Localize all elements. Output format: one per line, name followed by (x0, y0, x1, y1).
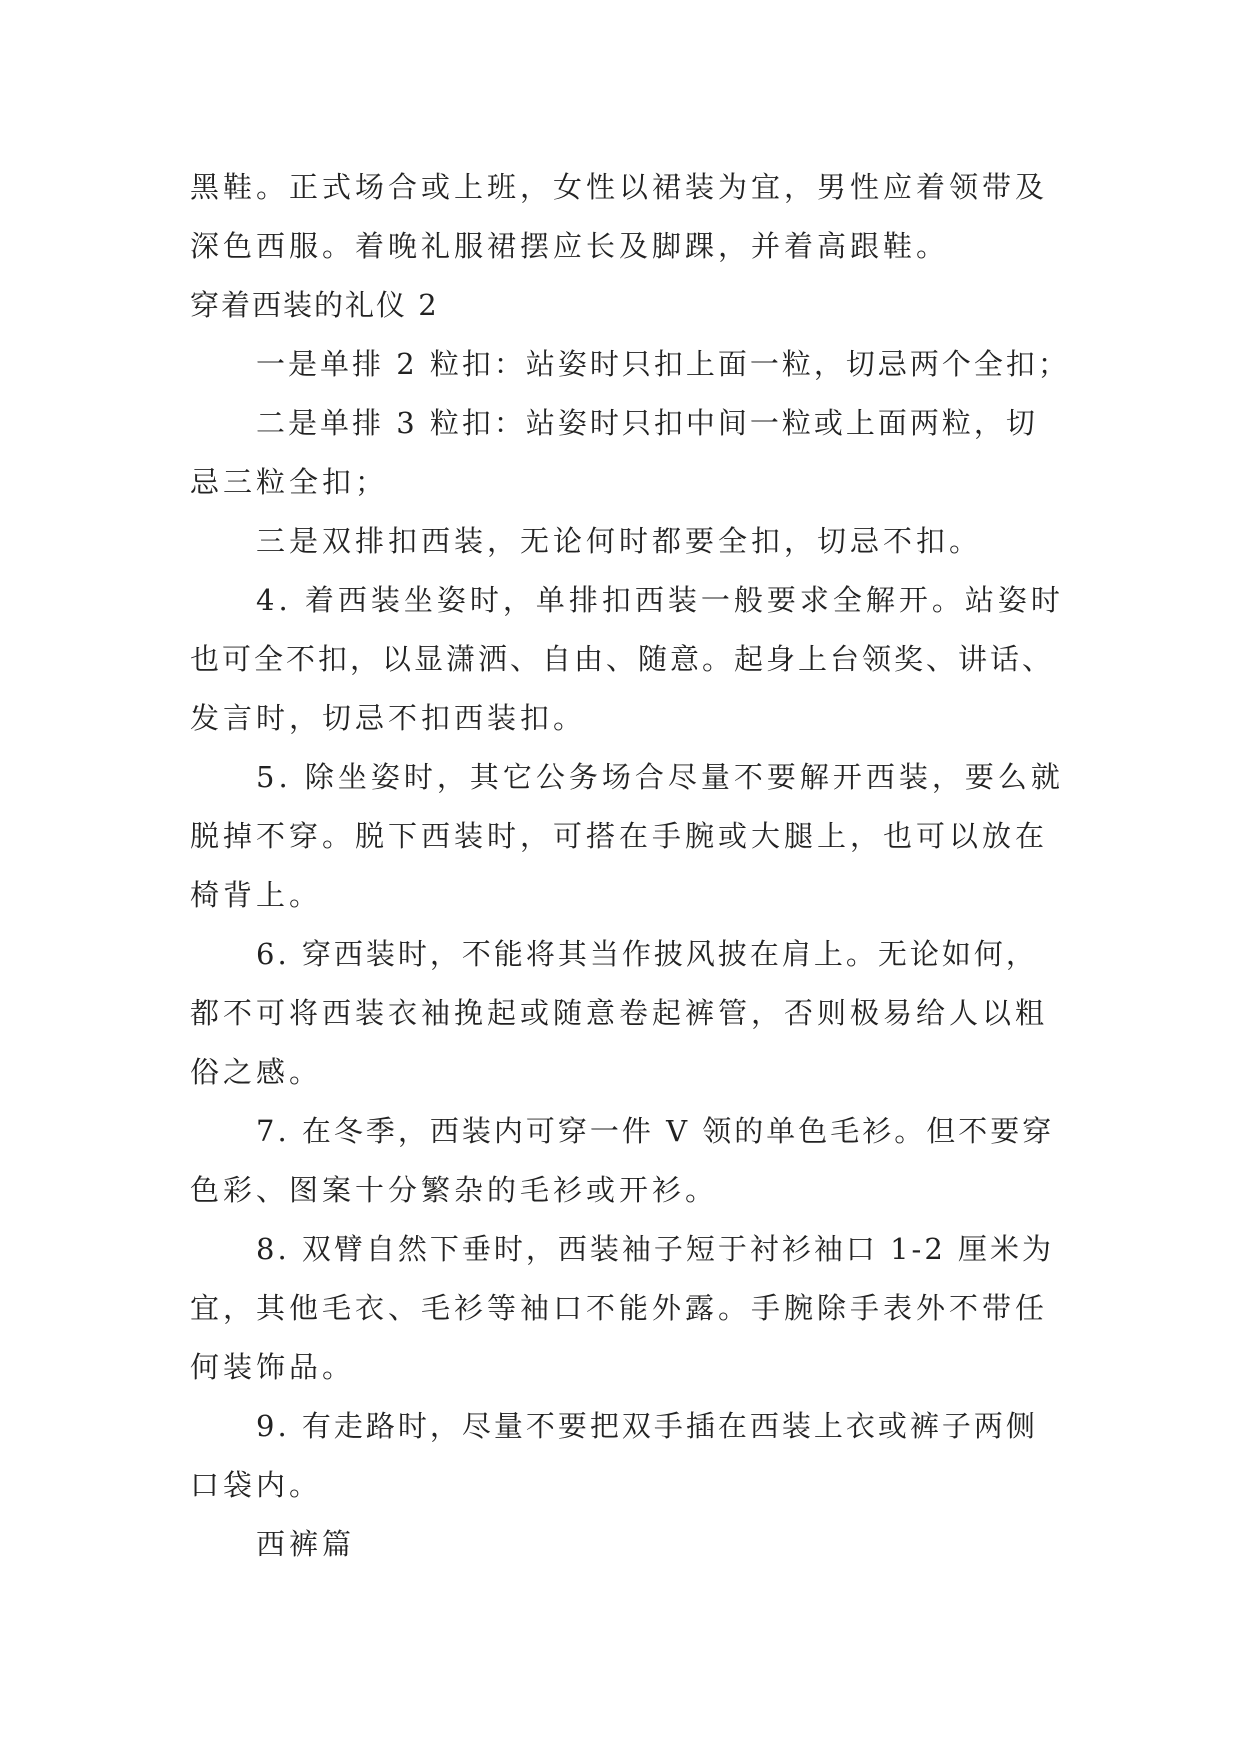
text-line: 也可全不扣，以显潇洒、自由、随意。起身上台领奖、讲话、 (190, 642, 1055, 676)
text-line: 7. 在冬季，西装内可穿一件 V 领的单色毛衫。但不要穿 (256, 1114, 1055, 1148)
text-line: 4. 着西装坐姿时，单排扣西装一般要求全解开。站姿时 (256, 583, 1064, 617)
text-line: 何装饰品。 (190, 1350, 356, 1384)
text-line: 色彩、图案十分繁杂的毛衫或开衫。 (190, 1173, 719, 1207)
text-line: 脱掉不穿。脱下西装时，可搭在手腕或大腿上，也可以放在 (190, 819, 1049, 853)
document-body (190, 158, 1070, 1574)
text-line: 8. 双臂自然下垂时，西装袖子短于衬衫袖口 1-2 厘米为 (256, 1232, 1055, 1266)
text-line: 5. 除坐姿时，其它公务场合尽量不要解开西装，要么就 (256, 760, 1064, 794)
text-line: 椅背上。 (190, 878, 323, 912)
text-line: 都不可将西装衣袖挽起或随意卷起裤管，否则极易给人以粗 (190, 996, 1049, 1030)
section-heading: 西裤篇 (256, 1527, 356, 1561)
text-line: 9. 有走路时，尽量不要把双手插在西装上衣或裤子两侧 (256, 1409, 1038, 1443)
text-line: 口袋内。 (190, 1468, 323, 1502)
text-line: 宜，其他毛衣、毛衫等袖口不能外露。手腕除手表外不带任 (190, 1291, 1049, 1325)
text-line: 忌三粒全扣； (190, 465, 389, 499)
text-line: 黑鞋。正式场合或上班，女性以裙装为宜，男性应着领带及 (190, 170, 1049, 204)
text-line: 俗之感。 (190, 1055, 323, 1089)
text-line: 深色西服。着晚礼服裙摆应长及脚踝，并着高跟鞋。 (190, 229, 950, 263)
text-line: 三是双排扣西装，无论何时都要全扣，切忌不扣。 (256, 524, 983, 558)
text-line: 6. 穿西装时，不能将其当作披风披在肩上。无论如何， (256, 937, 1038, 971)
section-heading: 穿着西装的礼仪 2 (190, 288, 439, 322)
text-line: 一是单排 2 粒扣：站姿时只扣上面一粒，切忌两个全扣； (256, 347, 1070, 381)
text-line: 二是单排 3 粒扣：站姿时只扣中间一粒或上面两粒，切 (256, 406, 1038, 440)
text-line: 发言时，切忌不扣西装扣。 (190, 701, 587, 735)
